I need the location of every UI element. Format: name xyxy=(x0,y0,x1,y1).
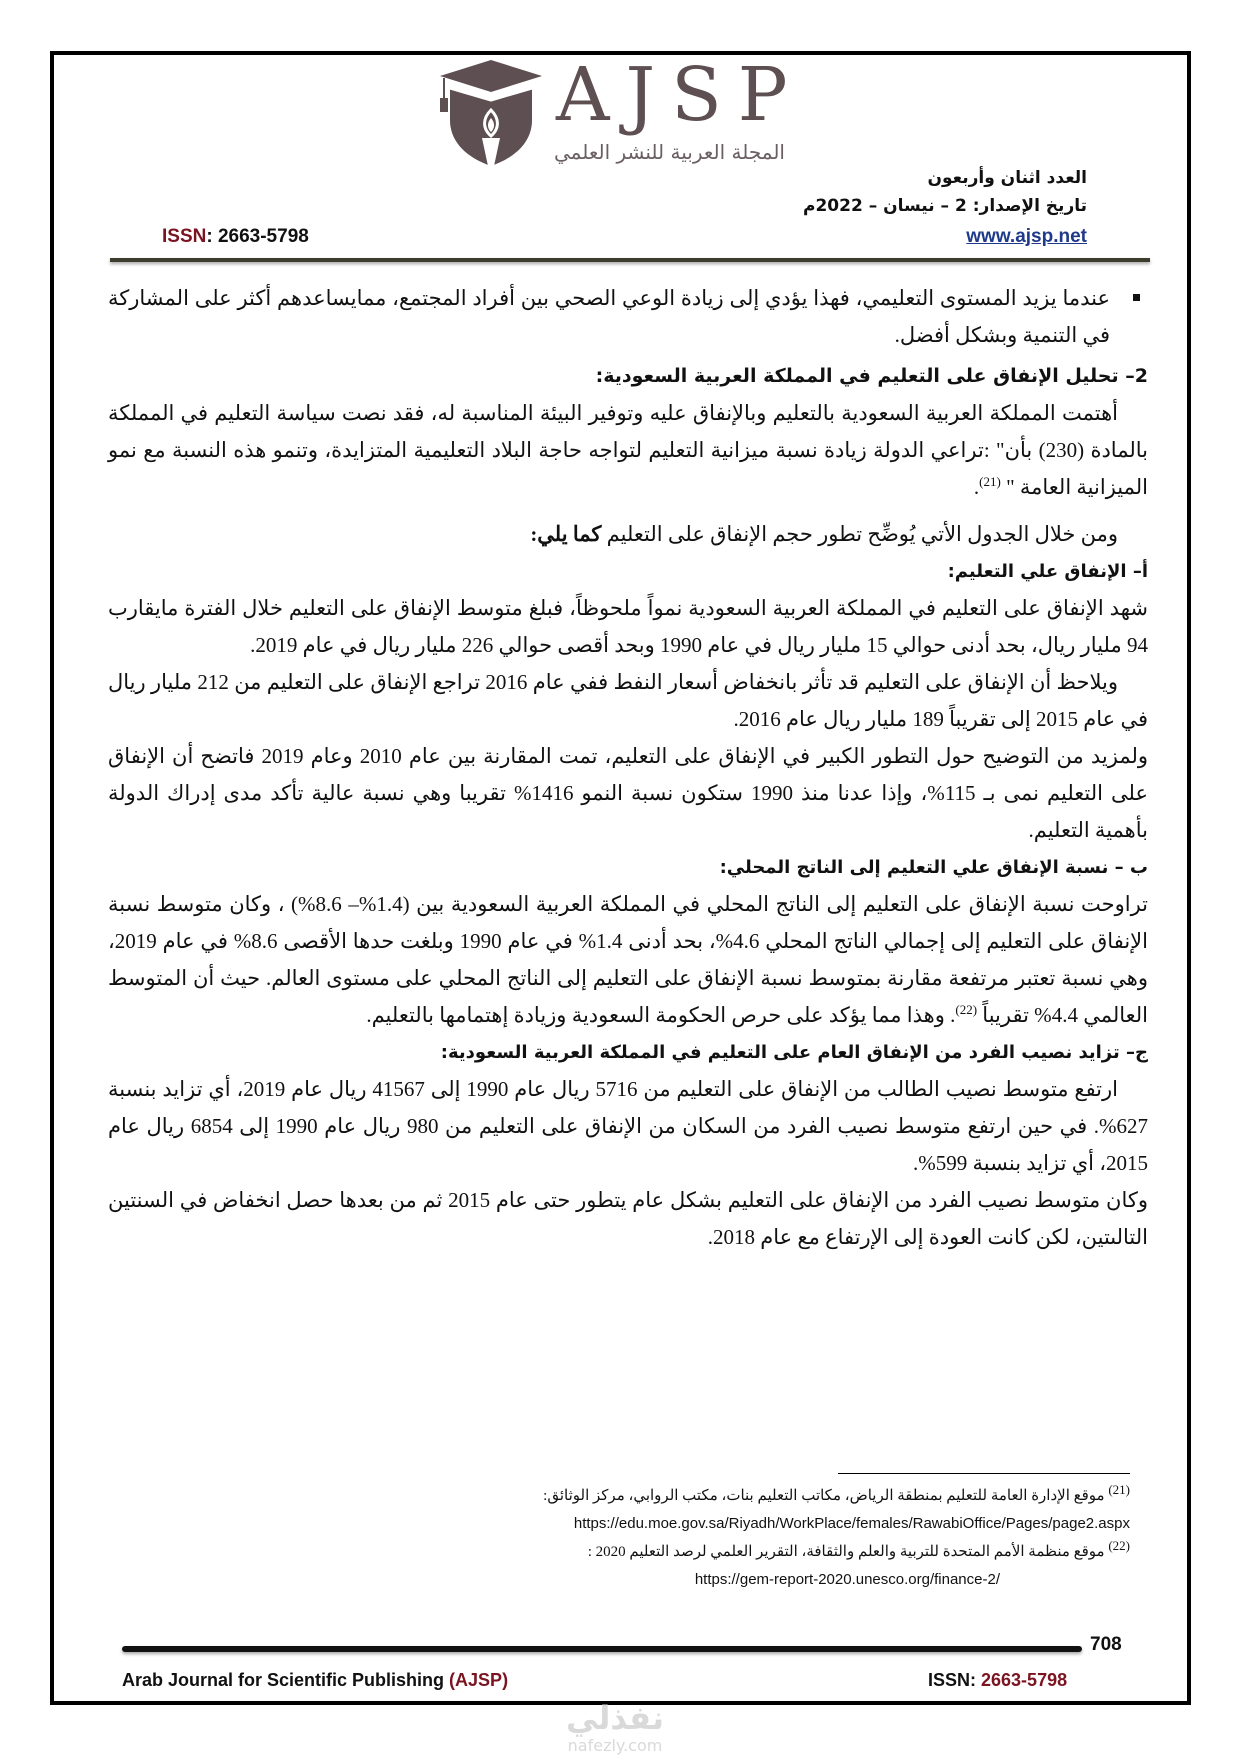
table-intro: ومن خلال الجدول الأتي يُوضِّح تطور حجم الإنفاق على التعليم كما يلي: xyxy=(530,522,1118,546)
footnote-divider xyxy=(838,1473,1130,1474)
footer-issn: ISSN: 2663-5798 xyxy=(928,1670,1068,1690)
footnote-21: (21) موقع الإدارة العامة للتعليم بمنطقة الرياض، مكاتب التعليم بنات، مكتب الروابي، مركز الوثائق: xyxy=(543,1482,1130,1504)
article-body xyxy=(108,280,1148,1256)
bullet-item xyxy=(108,280,1148,354)
footnote-21-link[interactable]: https://edu.moe.gov.sa/Riyadh/WorkPlace/females/RawabiOffice/Pages/page2.aspx xyxy=(573,1515,1130,1532)
logo-wordmark: AJSP xyxy=(556,52,804,138)
square-bullet-icon xyxy=(1126,280,1140,354)
paragraph: ولمزيد من التوضيح حول التطور الكبير في الإنفاق على التعليم، تمت المقارنة بين عام 2010 وعام 2019 فاتضح أن الإنفاق على التعليم نمى بـ 115%، وإذا عدنا منذ 1990 ستكون نسبة النمو 1416% تقريبا وهي نسبة عالية تأكد مدى إدراك الدولة بأهمية التعليم. xyxy=(108,744,1149,842)
release-date: تاريخ الإصدار: 2 – نيسان – 2022م xyxy=(802,196,1087,216)
footnote-ref[interactable]: (21) xyxy=(979,474,1001,489)
graduation-cap-torch-icon xyxy=(436,58,546,168)
page-number: 708 xyxy=(1090,1634,1122,1655)
paragraph: ويلاحظ أن الإنفاق على التعليم قد تأثر بانخفاض أسعار النفط ففي عام 2016 تراجع الإنفاق على التعليم من 212 مليار ريال في عام 2015 إلى تقريباً 189 مليار ريال عام 2016. xyxy=(108,670,1148,731)
section-heading: 2– تحليل الإنفاق على التعليم في المملكة العربية السعودية: xyxy=(595,365,1148,387)
logo-subtitle: المجلة العربية للنشر العلمي xyxy=(554,140,785,164)
footnote-22: (22) موقع منظمة الأمم المتحدة للتربية والعلم والثقافة، التقرير العلمي لرصد التعليم 2020 : xyxy=(587,1538,1130,1560)
footnote-ref[interactable]: (22) xyxy=(955,1002,978,1017)
bullet-text: عندما يزيد المستوى التعليمي، فهذا يؤدي إلى زيادة الوعي الصحي بين أفراد المجتمع، ممايساعدهم أكثر على المشاركة في التنمية وبشكل أفضل. xyxy=(108,286,1110,347)
header-divider xyxy=(110,258,1150,262)
subsection-heading: أ– الإنفاق علي التعليم: xyxy=(947,561,1148,582)
header-issn xyxy=(162,226,309,248)
footer-journal-name: Arab Journal for Scientific Publishing (AJSP) xyxy=(122,1670,509,1690)
subsection-heading: ج– تزايد نصيب الفرد من الإنفاق العام على التعليم في المملكة العربية السعودية: xyxy=(440,1042,1148,1063)
paragraph: وكان متوسط نصيب الفرد من الإنفاق على التعليم بشكل عام يتطور حتى عام 2015 ثم من بعدها حصل انخفاض في السنتين التالىتين، لكن كانت العودة إلى الإرتفاع مع عام 2018. xyxy=(108,1188,1148,1249)
issue-number: العدد اثنان وأربعون xyxy=(927,168,1087,188)
subsection-heading: ب – نسبة الإنفاق علي التعليم إلى الناتج المحلي: xyxy=(719,857,1148,878)
paragraph: أهتمت المملكة العربية السعودية بالتعليم وبالإنفاق عليه وتوفير البيئة المناسبة له، فقد نصت سياسة التعليم في المملكة بالمادة (230) بأن" :تراعي الدولة زيادة نسبة ميزانية التعليم لتواجه حاجة البلاد التعليمية المتزايدة، وتنمو هذه النسبة مع نمو الميزانية العامة " $^{(21)}$. xyxy=(108,401,1148,499)
footnotes xyxy=(480,1482,1130,1594)
paragraph: تراوحت نسبة الإنفاق على التعليم إلى الناتج المحلي في المملكة العربية السعودية بين (1.4%– 8.6%) ، وكان متوسط نسبة الإنفاق على التعليم إلى إجمالي الناتج المحلي 4.6%، بحد أدنى 1.4% في عام 1990 وبلغت حدها الأقصى 8.6% في عام 2019، وهي نسبة تعتبر مرتفعة مقارنة بمتوسط نسبة الإنفاق على التعليم إلى الناتج المحلي على مستوى العالم. حيث أن المتوسط العالمي 4.4% تقريباً $^{(22)}$. وهذا مما يؤكد على حرص الحكومة السعودية وزيادة إهتمامها بالتعليم. xyxy=(108,892,1148,1027)
journal-acronym: (AJSP) xyxy=(449,1670,509,1690)
paragraph: ارتفع متوسط نصيب الطالب من الإنفاق على التعليم من 5716 ريال عام 1990 إلى 41567 ريال عام 2019، أي تزايد بنسبة 627%. في حين ارتفع متوسط نصيب الفرد من السكان من الإنفاق على التعليم من 980 ريال عام 1990 إلى 6854 ريال عام 2015، أي تزايد بنسبة 599%. xyxy=(108,1077,1148,1175)
footer-divider xyxy=(122,1646,1082,1652)
issn-value: : 2663-5798 xyxy=(206,226,309,247)
journal-website-link[interactable]: www.ajsp.net xyxy=(966,226,1087,247)
journal-logo xyxy=(436,52,804,168)
issn-label: ISSN xyxy=(162,226,207,247)
paragraph: شهد الإنفاق على التعليم في المملكة العربية السعودية نمواً ملحوظاً، فبلغ متوسط الإنفاق على التعليم خلال الفترة مايقارب 94 مليار ريال، بحد أدنى حوالي 15 مليار ريال في عام 1990 وبحد أقصى حوالي 226 مليار ريال في عام 2019. xyxy=(108,596,1148,657)
watermark: نفذلي nafezly.com xyxy=(566,1699,664,1755)
footnote-22-link[interactable]: https://gem-report-2020.unesco.org/finance-2/ xyxy=(694,1571,1000,1588)
